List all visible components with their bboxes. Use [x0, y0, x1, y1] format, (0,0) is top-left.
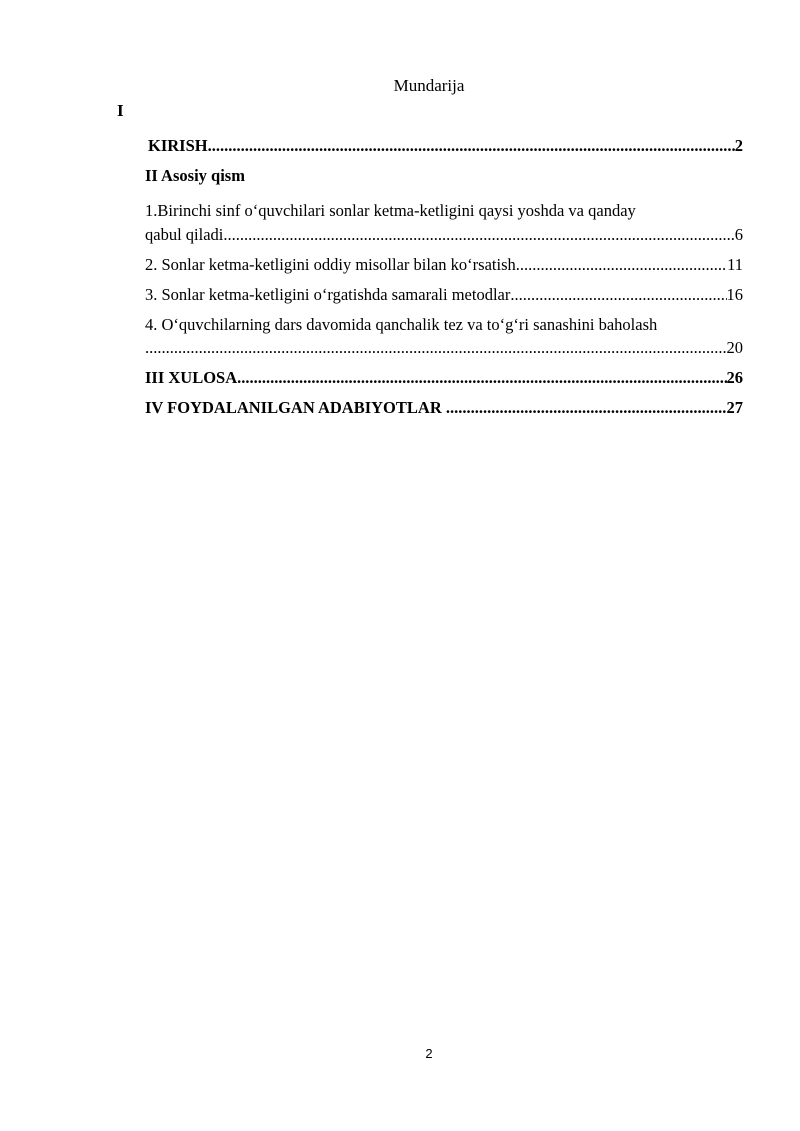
- toc-entry-text: 2. Sonlar ketma-ketligini oddiy misollar bilan ko‘rsatish: [145, 255, 516, 274]
- toc-entry-text: qabul qiladi: [145, 225, 224, 244]
- toc-section-heading: II Asosiy qism: [145, 166, 245, 185]
- toc-entry-text: IV FOYDALANILGAN ADABIYOTLAR: [145, 398, 446, 417]
- toc-entry-item1-line1[interactable]: 1.Birinchi sinf o‘quvchilari sonlar ketma-ketligini qaysi yoshda va qanday: [145, 201, 636, 220]
- toc-page-number: 2: [734, 136, 743, 155]
- toc-page-number: 20: [726, 338, 743, 357]
- toc-entry-adabiyotlar[interactable]: [145, 396, 743, 419]
- toc-entry-item2[interactable]: [145, 253, 743, 276]
- toc-page-number: 16: [726, 285, 743, 304]
- toc-leader-dots: [446, 396, 727, 419]
- toc-entry-kirish[interactable]: [145, 134, 743, 157]
- toc-leader-dots: [223, 223, 734, 246]
- toc-page-number: 27: [726, 398, 743, 417]
- toc-entry-text: KIRISH: [148, 136, 208, 155]
- toc-leader-dots: [510, 283, 726, 306]
- toc-leader-dots: [208, 134, 735, 157]
- toc-leader-dots: [145, 336, 727, 359]
- toc-leader-dots: [237, 366, 726, 389]
- toc-entry-text: 3. Sonlar ketma-ketligini o‘rgatishda samarali metodlar: [145, 285, 511, 304]
- part-one-numeral: I: [117, 101, 124, 120]
- toc-entry-xulosa[interactable]: [145, 366, 743, 389]
- toc-page-number: 11: [727, 255, 743, 274]
- page-title: Mundarija: [393, 76, 465, 95]
- toc-leader-dots: [516, 253, 727, 276]
- toc-entry-item4-line1[interactable]: 4. O‘quvchilarning dars davomida qanchalik tez va to‘g‘ri sanashini baholash: [145, 315, 658, 334]
- toc-entry-item1[interactable]: [145, 223, 743, 246]
- toc-page-number: 6: [734, 225, 743, 244]
- footer-page-number: 2: [425, 1046, 433, 1061]
- toc-page-number: 26: [726, 368, 743, 387]
- toc-entry-item3[interactable]: [145, 283, 743, 306]
- toc-entry-text: III XULOSA: [145, 368, 238, 387]
- toc-entry-item4[interactable]: [145, 336, 743, 359]
